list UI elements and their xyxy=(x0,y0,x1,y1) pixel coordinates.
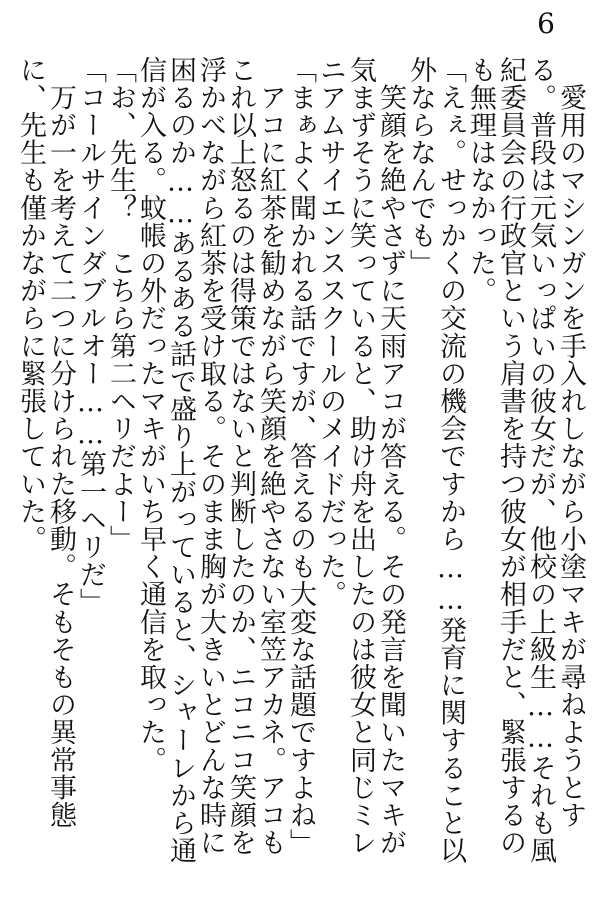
paragraph: 「まぁよく聞かれる話ですが、答えるのも大変な話題ですよね」 xyxy=(285,56,316,857)
paragraph: 笑顔を絶やさずに天雨アコが答える。その発言を聞いたマキが気まずそうに笑っていると、助け舟を出したのは彼女と同じミレニアムサイエンススクールのメイドだった。 xyxy=(315,56,406,857)
paragraph: 「コールサインダブルオー……第一ヘリだ」 xyxy=(75,56,106,616)
page-number: 6 xyxy=(537,7,555,40)
paragraph: 万が一を考えて二つに分けられた移動。そもそもの異常事態に、先生も僅かながらに緊張していた。 xyxy=(15,56,76,829)
paragraph: アコに紅茶を勧めながら笑顔を絶やさない室笠アカネ。アコもこれ以上怒るのは得策ではないと判断したのか、ニコニコ笑顔を浮かべながら紅茶を受け取る。そのまま胸が大きいとどんな時に困るのか……あるある話で盛り上がっていると、シャーレから通信が入る。蚊帳の外だったマキがいち早く通信を取った。 xyxy=(135,56,286,865)
paragraph: 愛用のマシンガンを手入れしながら小塗マキが尋ねようとする。普段は元気いっぱいの彼女だが、他校の上級生……それも風紀委員会の行政官という肩書を持つ彼女が相手だと、緊張するのも無理はなかった。 xyxy=(465,56,586,865)
paragraph: 「えぇ。せっかくの交流の機会ですから……発育に関すること以外ならなんでも」 xyxy=(405,56,466,865)
body-text xyxy=(15,56,586,878)
paragraph: 「お、先生？ こちら第二ヘリだよー」 xyxy=(105,56,136,553)
